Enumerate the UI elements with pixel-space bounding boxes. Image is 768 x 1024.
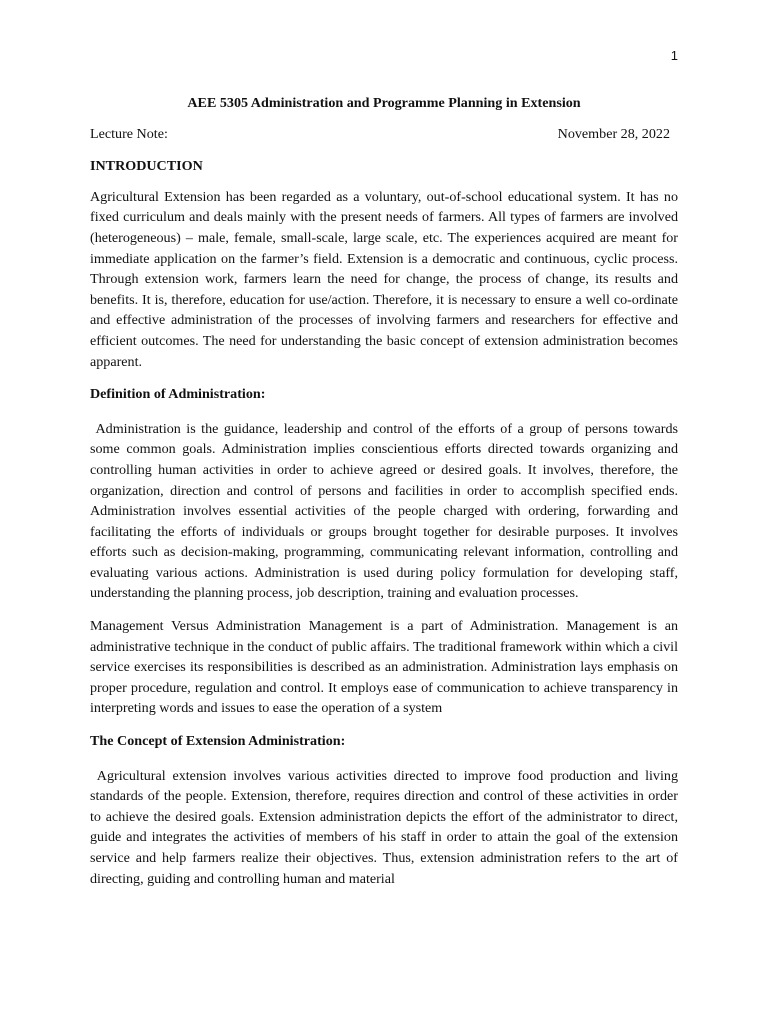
concept-heading: The Concept of Extension Administration: bbox=[90, 733, 346, 750]
document-title: AEE 5305 Administration and Programme Planning in Extension bbox=[187, 95, 581, 111]
lecture-line bbox=[90, 124, 678, 145]
introduction-heading: INTRODUCTION bbox=[90, 158, 203, 175]
introduction-paragraph: Agricultural Extension has been regarded as a voluntary, out-of-school educational system. It has no fixed curriculum and deals mainly with the present needs of farmers. All types of farmers are involved (heterogeneous) – male, female, small-scale, large scale, etc. The experiences acquired are meant for immediate application on the farmer’s field. Extension is a democratic and continuous, cyclic process. Through extension work, farmers learn the need for change, the process of change, its results and benefits. It is, therefore, education for use/action. Therefore, it is necessary to ensure a well co-ordinate and effective administration of the processes of involving farmers and researchers for effective and efficient outcomes. The need for understanding the basic concept of extension administration becomes apparent. bbox=[90, 188, 678, 370]
page-number: 1 bbox=[670, 48, 678, 63]
document-body bbox=[90, 93, 682, 901]
concept-paragraph: Agricultural extension involves various activities directed to improve food production and living standards of the people. Extension, therefore, requires direction and control of these activities in order to achieve the desired goals. Extension administration depicts the effort of the administrator to direct, guide and integrates the activities of members of his staff in order to attain the goal of the extension service and help farmers realize their objectives. Thus, extension administration refers to the art of directing, guiding and controlling human and material bbox=[90, 767, 682, 887]
lecture-date: November 28, 2022 bbox=[557, 125, 670, 142]
management-paragraph: Management Versus Administration Management is a part of Administration. Management is an administrative technique in the conduct of public affairs. The traditional framework within which a civil service exercises its responsibilities is described as an administration. Administration lays emphasis on proper procedure, regulation and control. It employs ease of communication to achieve transparency in interpreting words and issues to ease the operation of a system bbox=[90, 618, 678, 717]
definition-heading: Definition of Administration: bbox=[90, 386, 266, 403]
lecture-note-label: Lecture Note: bbox=[90, 125, 168, 142]
definition-paragraph: Administration is the guidance, leadership and control of the efforts of a group of persons towards some common goals. Administration implies conscientious efforts directed towards organizing and controlling human activities in order to achieve agreed or desired goals. It involves, therefore, the organization, direction and control of persons and facilities in order to accomplish specified ends. Administration involves essential activities of the people charged with ordering, forwarding and facilitating the efforts of individuals or groups brought together for desirable purposes. It involves efforts such as decision-making, programming, communicating relevant information, controlling and evaluating various actions. Administration is used during policy formulation for developing staff, understanding the planning process, job description, training and evaluation processes. bbox=[90, 420, 682, 602]
